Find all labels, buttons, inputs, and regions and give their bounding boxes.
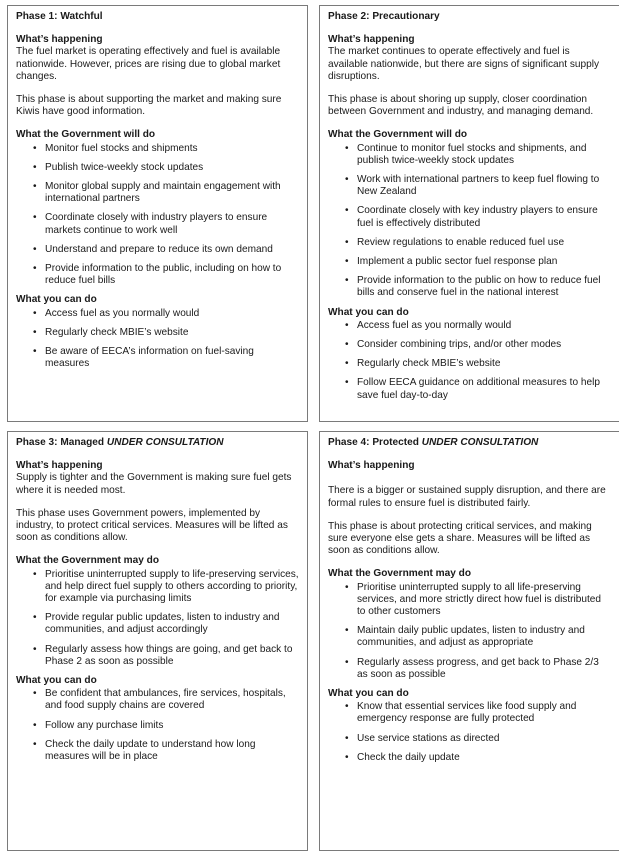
what-you-can-do-heading: What you can do: [328, 688, 409, 700]
whats-happening-heading: What’s happening: [328, 460, 415, 472]
phase-title-text: Phase 2: Precautionary: [328, 11, 440, 22]
bullet-icon: •: [33, 643, 37, 655]
list-item: [328, 733, 611, 745]
list-item-text: Provide information to the public on how to reduce fuel bills and conserve fuel in the national interest: [357, 275, 601, 299]
list-item-text: Follow EECA guidance on additional measures to help save fuel day-to-day: [357, 377, 600, 401]
phase-title-text: Phase 1: Watchful: [16, 11, 103, 22]
list-item-text: Regularly check MBIE’s website: [45, 326, 189, 338]
list-item: [328, 275, 611, 299]
government-heading: What the Government may do: [16, 555, 160, 567]
happening-paragraph: Supply is tighter and the Government is making sure fuel gets where it is needed most.: [16, 472, 292, 496]
bullet-icon: •: [345, 751, 349, 763]
list-item: [328, 377, 611, 401]
phase-2-panel: [319, 5, 619, 422]
list-item-text: Regularly assess how things are going, and get back to Phase 2 as soon as possible: [45, 643, 293, 667]
list-item-text: Prioritise uninterrupted supply to all life-preserving services, and more strictly direct how fuel is distributed to other customers: [357, 581, 602, 618]
list-item: [16, 143, 299, 155]
list-item-text: Check the daily update to understand how long measures will be in place: [45, 738, 256, 763]
bullet-icon: •: [33, 738, 37, 750]
phase-title: [328, 437, 611, 449]
bullet-icon: •: [345, 377, 349, 389]
government-list: [328, 582, 611, 681]
list-item-text: Consider combining trips, and/or other modes: [357, 339, 562, 351]
phase-title: [16, 11, 299, 23]
list-item-text: Understand and prepare to reduce its own demand: [45, 243, 273, 255]
list-item-text: Maintain daily public updates, listen to industry and communities, and adjust as appropriate: [357, 625, 585, 649]
you-can-do-list: [328, 320, 611, 402]
list-item: [328, 582, 611, 619]
bullet-icon: •: [345, 625, 349, 637]
list-item: [16, 244, 299, 256]
bullet-icon: •: [345, 142, 349, 154]
government-list: [16, 569, 299, 668]
list-item: [16, 346, 299, 370]
list-item-text: Access fuel as you normally would: [45, 307, 200, 319]
list-item-text: Work with international partners to keep fuel flowing to New Zealand: [357, 174, 600, 198]
bullet-icon: •: [33, 568, 37, 580]
phase-1-panel: [7, 5, 308, 422]
list-item: [16, 720, 299, 732]
list-item: [328, 143, 611, 167]
list-item-text: Provide regular public updates, listen to industry and communities, and adjust accordingly: [45, 612, 280, 636]
you-can-do-list: [16, 308, 299, 371]
bullet-icon: •: [33, 181, 37, 193]
what-you-can-do-heading: What you can do: [16, 294, 97, 306]
government-heading: What the Government may do: [328, 568, 472, 580]
phase-title: [328, 11, 611, 23]
list-item-text: Review regulations to enable reduced fuel use: [357, 236, 565, 248]
happening-paragraph: This phase is about supporting the market and making sure Kiwis have good information.: [16, 94, 282, 118]
you-can-do-list: [16, 688, 299, 763]
bullet-icon: •: [33, 719, 37, 731]
list-item-text: Coordinate closely with industry players to ensure markets continue to work well: [45, 212, 268, 236]
list-item: [328, 320, 611, 332]
bullet-icon: •: [345, 174, 349, 186]
list-item-text: Regularly assess progress, and get back to Phase 2/3 as soon as possible: [357, 656, 599, 680]
whats-happening-heading: What’s happening: [328, 34, 415, 46]
phase-title: [16, 437, 299, 449]
happening-paragraph: This phase uses Government powers, implemented by industry, to protect critical services. Measures will be lifted as soon as conditions allow.: [16, 507, 288, 544]
bullet-icon: •: [345, 205, 349, 217]
list-item-text: Check the daily update: [357, 751, 460, 763]
list-item: [328, 358, 611, 370]
government-list: [328, 143, 611, 300]
bullet-icon: •: [33, 243, 37, 255]
government-heading: What the Government will do: [16, 129, 156, 141]
list-item-text: Use service stations as directed: [357, 732, 500, 744]
list-item: [328, 339, 611, 351]
happening-paragraph: The fuel market is operating effectively and fuel is available nationwide. However, prices are rising due to global market changes.: [16, 46, 281, 82]
you-can-do-list: [328, 701, 611, 764]
bullet-icon: •: [33, 612, 37, 624]
bullet-icon: •: [345, 256, 349, 268]
bullet-icon: •: [345, 319, 349, 331]
list-item: [16, 263, 299, 287]
list-item-text: Monitor fuel stocks and shipments: [45, 142, 198, 154]
happening-paragraph: The market continues to operate effectively and fuel is available nationwide, but there are signs of significant supply disruptions.: [328, 46, 600, 82]
list-item: [328, 752, 611, 764]
list-item-text: Continue to monitor fuel stocks and shipments, and publish twice-weekly stock updates: [357, 142, 587, 166]
list-item-text: Provide information to the public, including on how to reduce fuel bills: [45, 263, 282, 287]
list-item: [328, 205, 611, 229]
list-item: [16, 644, 299, 668]
phase-title-text: Phase 3: Managed: [16, 437, 105, 448]
list-item-text: Monitor global supply and maintain engagement with international partners: [45, 181, 281, 205]
list-item-text: Coordinate closely with key industry players to ensure fuel is effectively distributed: [357, 205, 598, 229]
list-item-text: Regularly check MBIE’s website: [357, 358, 501, 370]
list-item-text: Be confident that ambulances, fire services, hospitals, and food supply chains are covered: [45, 688, 286, 712]
whats-happening-heading: What’s happening: [16, 34, 103, 46]
bullet-icon: •: [345, 275, 349, 287]
happening-paragraph: There is a bigger or sustained supply disruption, and there are formal rules to ensure fuel is distributed fairly.: [328, 485, 606, 509]
list-item: [328, 237, 611, 249]
bullet-icon: •: [345, 236, 349, 248]
bullet-icon: •: [33, 307, 37, 319]
whats-happening-heading: What’s happening: [16, 460, 103, 472]
phase-title-text: Phase 4: Protected: [328, 437, 419, 448]
bullet-icon: •: [345, 581, 349, 593]
phase-4-panel: [319, 431, 619, 851]
list-item: [16, 612, 299, 636]
list-item: [16, 688, 299, 712]
list-item: [16, 308, 299, 320]
bullet-icon: •: [33, 263, 37, 275]
happening-paragraph: This phase is about protecting critical services, and making sure everyone else gets a share. Measures will be lifted as soon as conditions allow.: [328, 520, 592, 557]
list-item: [16, 181, 299, 205]
list-item-text: Prioritise uninterrupted supply to life-preserving services, and help direct fuel supply to others according to priority, for example via purchasing limits: [45, 568, 299, 605]
list-item: [16, 739, 299, 763]
bullet-icon: •: [345, 732, 349, 744]
list-item-text: Access fuel as you normally would: [357, 319, 512, 331]
consultation-label: UNDER CONSULTATION: [421, 437, 539, 448]
list-item-text: Follow any purchase limits: [45, 719, 164, 731]
list-item: [16, 162, 299, 174]
bullet-icon: •: [345, 339, 349, 351]
bullet-icon: •: [345, 656, 349, 668]
list-item-text: Know that essential services like food supply and emergency response are fully protected: [357, 701, 577, 725]
list-item: [328, 657, 611, 681]
phase-3-panel: [7, 431, 308, 851]
list-item-text: Implement a public sector fuel response plan: [357, 256, 558, 268]
bullet-icon: •: [33, 142, 37, 154]
list-item: [328, 625, 611, 649]
government-heading: What the Government will do: [328, 129, 468, 141]
bullet-icon: •: [33, 688, 37, 700]
list-item: [328, 701, 611, 725]
bullet-icon: •: [33, 326, 37, 338]
list-item: [16, 569, 299, 606]
list-item: [328, 256, 611, 268]
happening-paragraph: This phase is about shoring up supply, closer coordination between Government and industry, and managing demand.: [328, 94, 594, 118]
list-item: [16, 212, 299, 236]
bullet-icon: •: [33, 161, 37, 173]
list-item-text: Publish twice-weekly stock updates: [45, 161, 204, 173]
bullet-icon: •: [33, 212, 37, 224]
what-you-can-do-heading: What you can do: [328, 306, 409, 318]
what-you-can-do-heading: What you can do: [16, 675, 97, 687]
bullet-icon: •: [33, 346, 37, 358]
bullet-icon: •: [345, 701, 349, 713]
government-list: [16, 143, 299, 288]
consultation-label: UNDER CONSULTATION: [106, 437, 224, 448]
list-item: [16, 327, 299, 339]
list-item-text: Be aware of EECA’s information on fuel-saving measures: [45, 346, 254, 370]
bullet-icon: •: [345, 358, 349, 370]
list-item: [328, 174, 611, 198]
